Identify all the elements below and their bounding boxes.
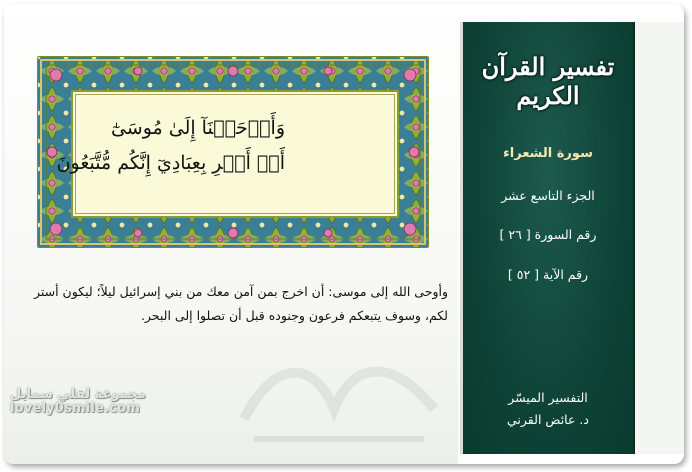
- tafsir-book: التفسير الميسّر: [508, 390, 588, 405]
- ayah-number: رقم الآية [ ٥٢ ]: [507, 267, 589, 282]
- brand-url[interactable]: lovely0smile.com: [10, 401, 140, 416]
- site-brand[interactable]: [10, 387, 160, 416]
- page-title: تفسير القرآن الكريم: [481, 52, 615, 110]
- tafsir-text: وأوحى الله إلى موسى: أن اخرج بمن آمن معك من بني إسرائيل ليلاً؛ ليكون أستر لكم، وسوف يتبعكم فرعون وجنوده قبل أن تصلوا إلى البحر.: [33, 284, 448, 323]
- verse-line-2: أَنۡ أَسۡرِ بِعِبَادِيٓ إِنَّكُم مُّتَّبَعُونَ: [56, 152, 285, 174]
- sidebar-panel: [460, 22, 635, 454]
- sidebar-edge: [635, 22, 684, 454]
- content-panel: [4, 4, 458, 464]
- card-frame: [4, 4, 684, 464]
- info-sidebar: [458, 4, 684, 464]
- brand-arabic: مجموعة لفلي سمايل: [10, 387, 146, 402]
- juz-label: الجزء التاسع عشر: [501, 188, 595, 203]
- verse-line-1: وَأَوۡحَيۡنَآ إِلَىٰ مُوسَىٰٓ: [110, 117, 285, 139]
- watermark-calligraphy: [234, 339, 444, 449]
- verse-plate: [37, 56, 429, 248]
- verse-box: [56, 90, 399, 218]
- surah-number: رقم السورة [ ٢٦ ]: [499, 227, 597, 242]
- surah-name: سورة الشعراء: [503, 146, 593, 161]
- tafsir-author: د. عائض القرني: [507, 412, 589, 427]
